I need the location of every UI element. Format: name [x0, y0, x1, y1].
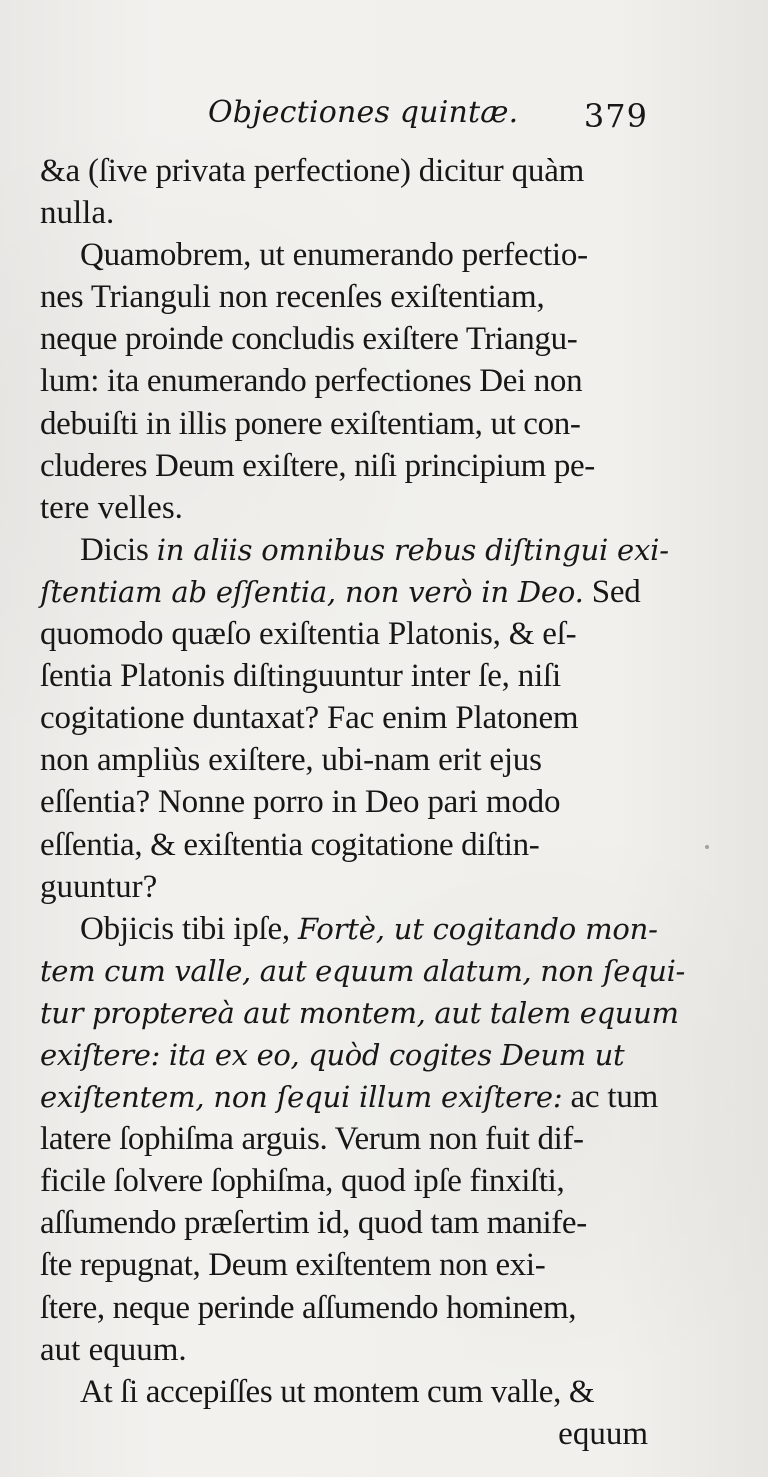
- paragraph: [40, 150, 648, 234]
- italic-text-segment: Fortè, ut cogitando mon-: [298, 911, 658, 946]
- text-segment: debuiſti in illis ponere exiſtentiam, ut con-: [40, 405, 581, 442]
- text-segment: cogitatione duntaxat? Fac enim Platonem: [40, 700, 579, 737]
- text-segment: ſte repugnat, Deum exiſtentem non exi-: [40, 1247, 546, 1284]
- text-segment: Quamobrem, ut enumerando perfectio-: [80, 237, 588, 274]
- text-line: [40, 360, 648, 402]
- italic-text-segment: exiſtentem, non ſequi illum exiſtere:: [40, 1080, 563, 1115]
- text-line: [40, 403, 648, 445]
- text-segment: eſſentia? Nonne porro in Deo pari modo: [40, 784, 561, 821]
- italic-text-segment: in aliis omnibus rebus diſtingui exi-: [156, 532, 669, 567]
- text-line: [40, 908, 658, 950]
- text-segment: ficile ſolvere ſophiſma, quod ipſe finxiſti,: [40, 1163, 565, 1200]
- text-line: [40, 866, 648, 908]
- text-line: [40, 234, 648, 276]
- text-line: [40, 992, 679, 1034]
- text-segment: ſtere, neque perinde aſſumendo hominem,: [40, 1289, 577, 1326]
- text-line: [40, 1287, 648, 1329]
- text-line: [40, 571, 648, 613]
- text-segment: latere ſophiſma arguis. Verum non fuit dif-: [40, 1121, 584, 1158]
- text-line: [40, 1371, 648, 1413]
- text-segment: Objicis tibi ipſe,: [80, 910, 299, 947]
- text-segment: cluderes Deum exiſtere, niſi principium pe-: [40, 447, 595, 484]
- italic-text-segment: ſtentiam ab eſſentia, non verò in Deo.: [40, 574, 584, 609]
- text-segment: Sed: [583, 573, 641, 610]
- text-line: [40, 529, 669, 571]
- text-line: [40, 1244, 648, 1286]
- italic-text-segment: tur proptereà aut montem, aut talem equum: [40, 995, 679, 1030]
- text-segment: Dicis: [80, 531, 157, 568]
- text-segment: aſſumendo præſertim id, quod tam manife-: [40, 1205, 587, 1242]
- text-segment: ſentia Platonis diſtinguuntur inter ſe, niſi: [40, 658, 561, 695]
- page-number: 379: [583, 97, 648, 135]
- text-line: [40, 276, 648, 318]
- text-segment: nulla.: [40, 195, 115, 232]
- text-line: [40, 697, 648, 739]
- paper-speck: [705, 845, 709, 849]
- text-segment: &a (ſive privata perfectione) dicitur quàm: [40, 153, 585, 189]
- catchword-line: [40, 1413, 648, 1455]
- italic-text-segment: exiſtere: ita ex eo, quòd cogites Deum ut: [40, 1037, 625, 1072]
- text-line: [40, 824, 648, 866]
- paragraph: [40, 529, 669, 908]
- text-line: [40, 1202, 648, 1244]
- paragraph: [40, 234, 648, 529]
- text-segment: lum: ita enumerando perfectiones Dei non: [40, 363, 583, 400]
- text-segment: At ſi accepiſſes ut montem cum valle, &: [80, 1373, 595, 1410]
- text-segment: aut equum.: [40, 1331, 187, 1368]
- text-line: [40, 1329, 648, 1371]
- running-title: Objectiones quintæ.: [208, 95, 519, 130]
- body-text: [40, 150, 685, 1455]
- running-head: [208, 95, 648, 137]
- text-segment: quomodo quæſo exiſtentia Platonis, & eſ-: [40, 616, 577, 653]
- text-segment: ac tum: [562, 1079, 659, 1116]
- text-segment: nes Trianguli non recenſes exiſtentiam,: [40, 279, 545, 316]
- text-line: [40, 1118, 648, 1160]
- text-line: [40, 1160, 648, 1202]
- text-line: [40, 1034, 648, 1076]
- paragraph: [40, 1371, 648, 1455]
- text-segment: eſſentia, & exiſtentia cogitatione diſtin-: [40, 826, 540, 863]
- text-segment: tere velles.: [40, 489, 183, 526]
- text-line: [40, 150, 648, 192]
- text-line: [40, 781, 648, 823]
- text-line: [40, 445, 648, 487]
- text-line: [40, 739, 648, 781]
- italic-text-segment: tem cum valle, aut equum alatum, non ſequi-: [40, 953, 685, 988]
- text-line: [40, 655, 648, 697]
- text-segment: non ampliùs exiſtere, ubi-nam erit ejus: [40, 742, 542, 779]
- text-line: [40, 613, 648, 655]
- text-line: [40, 192, 648, 234]
- paragraph: [40, 908, 685, 1371]
- text-segment: neque proinde concludis exiſtere Triangu-: [40, 321, 578, 358]
- text-segment: guuntur?: [40, 868, 158, 905]
- text-line: [40, 950, 685, 992]
- text-line: [40, 1076, 659, 1118]
- text-line: [40, 487, 648, 529]
- catchword: equum: [558, 1415, 648, 1452]
- text-line: [40, 318, 648, 360]
